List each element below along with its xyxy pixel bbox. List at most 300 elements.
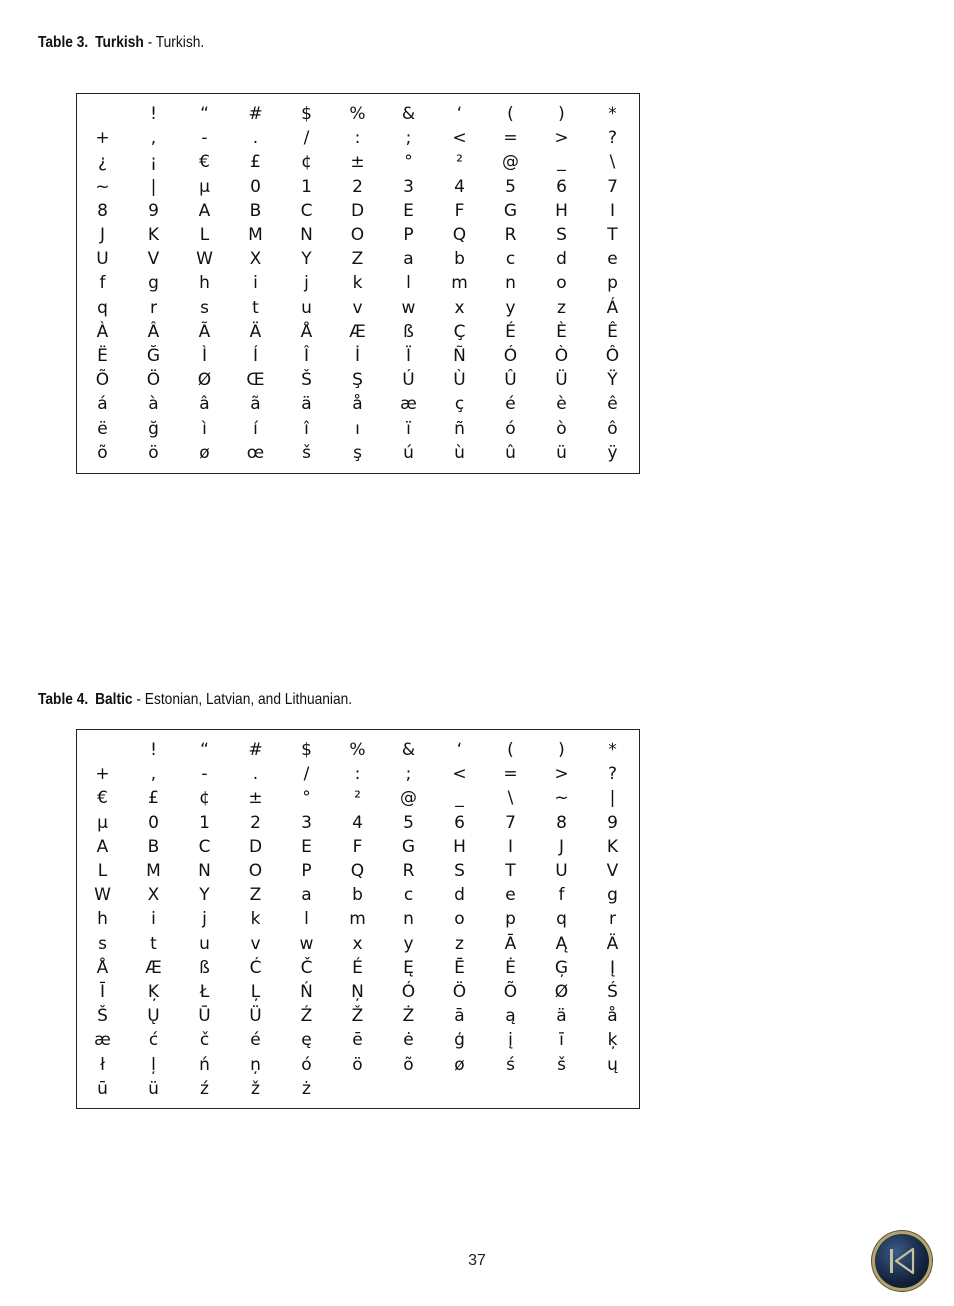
character-cell: < [452, 764, 467, 785]
character-cell: @ [502, 152, 519, 173]
character-cell: ā [454, 1006, 465, 1027]
character-cell: O [248, 861, 263, 882]
character-cell: I [609, 200, 615, 221]
character-cell: g [148, 273, 159, 294]
character-cell: Č [300, 957, 313, 978]
character-cell: Ú [402, 370, 415, 391]
table-row [77, 223, 639, 247]
table3-grid [77, 102, 639, 465]
character-cell: į [508, 1030, 513, 1051]
character-cell: ? [607, 764, 618, 785]
character-cell: $ [301, 740, 312, 761]
character-cell: Q [452, 225, 467, 246]
character-cell: z [557, 297, 566, 318]
character-cell: ± [248, 788, 263, 809]
character-cell: - [201, 128, 208, 149]
character-cell: c [403, 885, 414, 906]
character-cell: h [97, 909, 108, 930]
character-cell: À [96, 321, 109, 342]
character-cell: ļ [151, 1054, 156, 1075]
character-cell: ğ [148, 418, 159, 439]
character-cell: b [352, 885, 363, 906]
character-cell: 3 [301, 812, 312, 833]
character-cell: G [401, 836, 416, 857]
character-cell: + [95, 128, 110, 149]
table-row [77, 811, 639, 835]
character-cell: œ [246, 442, 265, 463]
character-cell: Ļ [250, 981, 261, 1002]
character-cell: t [150, 933, 157, 954]
character-cell: é [505, 394, 516, 415]
character-cell: Á [606, 297, 619, 318]
character-cell: \ [609, 152, 616, 173]
table-row [77, 392, 639, 416]
character-cell: > [554, 764, 569, 785]
character-cell: İ [354, 345, 360, 366]
character-cell: Æ [349, 321, 366, 342]
table4-character-table [76, 729, 640, 1109]
character-cell: k [250, 909, 261, 930]
character-cell: i [253, 273, 258, 294]
character-cell: _ [455, 788, 464, 809]
character-cell: š [557, 1054, 566, 1075]
table-row [77, 441, 639, 465]
character-cell: 2 [352, 176, 363, 197]
character-cell: á [97, 394, 108, 415]
character-cell: Â [147, 321, 160, 342]
character-cell: ñ [454, 418, 465, 439]
character-cell: h [199, 273, 210, 294]
character-cell: 9 [148, 200, 159, 221]
character-cell: 7 [607, 176, 618, 197]
table3-character-table [76, 93, 640, 474]
character-cell: ¿ [97, 152, 108, 173]
character-cell: ? [607, 128, 618, 149]
character-cell: 7 [505, 812, 516, 833]
character-cell: O [350, 225, 365, 246]
character-cell: Ö [452, 981, 467, 1002]
character-cell: ü [148, 1078, 159, 1099]
character-cell: r [609, 909, 616, 930]
character-cell: T [607, 225, 618, 246]
character-cell: Ö [146, 370, 161, 391]
table4-label: Table 4. [38, 691, 89, 708]
character-cell: % [349, 740, 366, 761]
character-cell: Ğ [146, 345, 161, 366]
character-cell: ¡ [150, 152, 157, 173]
table-row [77, 1004, 639, 1028]
character-cell: Æ [145, 957, 162, 978]
table3-description: - Turkish. [143, 34, 205, 51]
back-button[interactable] [872, 1231, 932, 1291]
character-cell: 6 [454, 812, 465, 833]
character-cell: % [349, 104, 366, 125]
character-cell: T [505, 861, 516, 882]
character-cell: č [199, 1030, 210, 1051]
character-cell: n [505, 273, 516, 294]
character-cell: Ä [606, 933, 619, 954]
character-cell: £ [148, 788, 159, 809]
character-cell: m [451, 273, 468, 294]
character-cell: æ [94, 1030, 111, 1051]
character-cell: è [556, 394, 567, 415]
skip-back-icon [887, 1245, 917, 1277]
character-cell: o [454, 909, 465, 930]
character-cell: ń [199, 1054, 210, 1075]
character-cell: ‘ [456, 104, 463, 125]
table-row [77, 126, 639, 150]
character-cell: 5 [403, 812, 414, 833]
character-cell: 5 [505, 176, 516, 197]
character-cell: v [352, 297, 363, 318]
character-cell: L [97, 861, 108, 882]
character-cell: Ì [201, 345, 207, 366]
table-row [77, 271, 639, 295]
character-cell: . [252, 764, 259, 785]
character-cell: < [452, 128, 467, 149]
character-cell: q [556, 909, 567, 930]
character-cell: Y [199, 885, 210, 906]
character-cell: : [354, 128, 361, 149]
character-cell: Û [504, 370, 517, 391]
character-cell: + [95, 764, 110, 785]
table-row [77, 416, 639, 440]
character-cell: ù [454, 442, 465, 463]
character-cell: ė [403, 1030, 414, 1051]
character-cell: ş [353, 442, 362, 463]
character-cell: H [555, 200, 568, 221]
character-cell: $ [301, 104, 312, 125]
character-cell: ķ [607, 1030, 618, 1051]
character-cell: f [99, 273, 106, 294]
character-cell: õ [403, 1054, 414, 1075]
character-cell: , [150, 128, 157, 149]
character-cell: U [555, 861, 568, 882]
character-cell: k [352, 273, 363, 294]
table3-name: Turkish [95, 34, 144, 51]
character-cell: ø [454, 1054, 465, 1075]
character-cell: > [554, 128, 569, 149]
character-cell: a [403, 249, 414, 270]
character-cell: u [301, 297, 312, 318]
character-cell: ż [302, 1078, 311, 1099]
character-cell: Ã [198, 321, 211, 342]
character-cell: X [147, 885, 160, 906]
character-cell: É [352, 957, 363, 978]
table3-label: Table 3. [38, 34, 89, 51]
character-cell: ä [301, 394, 312, 415]
character-cell: D [248, 836, 263, 857]
character-cell: e [505, 885, 516, 906]
character-cell: µ [199, 176, 210, 197]
table-row [77, 835, 639, 859]
character-cell: î [304, 418, 309, 439]
character-cell: ó [505, 418, 516, 439]
character-cell: # [248, 104, 263, 125]
table-row [77, 1052, 639, 1076]
character-cell: å [607, 1006, 618, 1027]
character-cell: Ź [300, 1006, 313, 1027]
character-cell: ì [202, 418, 207, 439]
character-cell: ~ [554, 788, 569, 809]
character-cell: S [556, 225, 567, 246]
character-cell: t [252, 297, 259, 318]
character-cell: l [406, 273, 411, 294]
character-cell: n [403, 909, 414, 930]
character-cell: Ÿ [607, 370, 618, 391]
character-cell: È [556, 321, 567, 342]
character-cell: ž [251, 1078, 260, 1099]
character-cell: Ş [352, 370, 363, 391]
character-cell: Ø [197, 370, 212, 391]
character-cell: z [455, 933, 464, 954]
table-row [77, 883, 639, 907]
table-row [77, 762, 639, 786]
character-cell: r [150, 297, 157, 318]
character-cell: A [96, 836, 109, 857]
character-cell: @ [400, 788, 417, 809]
table-row [77, 907, 639, 931]
character-cell: £ [250, 152, 261, 173]
character-cell: * [608, 104, 617, 125]
character-cell: ö [148, 442, 159, 463]
character-cell: â [199, 394, 210, 415]
character-cell: Ģ [554, 957, 569, 978]
character-cell: = [503, 128, 518, 149]
character-cell: ć [148, 1030, 159, 1051]
character-cell: F [454, 200, 465, 221]
character-cell: . [252, 128, 259, 149]
table-row [77, 247, 639, 271]
character-cell: y [403, 933, 414, 954]
character-cell: š [302, 442, 311, 463]
character-cell: ņ [250, 1054, 261, 1075]
character-cell: * [608, 740, 617, 761]
character-cell: ÿ [607, 442, 618, 463]
character-cell: ł [100, 1054, 105, 1075]
character-cell: Q [350, 861, 365, 882]
character-cell: P [403, 225, 414, 246]
character-cell: Z [249, 885, 262, 906]
character-cell: ø [199, 442, 210, 463]
character-cell: é [250, 1030, 261, 1051]
character-cell: H [453, 836, 466, 857]
character-cell: & [401, 740, 416, 761]
character-cell: ö [352, 1054, 363, 1075]
character-cell: E [301, 836, 312, 857]
table-row [77, 102, 639, 126]
character-cell: Å [96, 957, 109, 978]
character-cell: j [202, 909, 207, 930]
character-cell: 0 [148, 812, 159, 833]
character-cell: x [352, 933, 363, 954]
character-cell: ( [507, 740, 514, 761]
character-cell: Y [301, 249, 312, 270]
character-cell: ą [505, 1006, 516, 1027]
character-cell: V [606, 861, 619, 882]
character-cell: D [350, 200, 365, 221]
character-cell: d [454, 885, 465, 906]
character-cell: Z [351, 249, 364, 270]
character-cell: Š [97, 1006, 108, 1027]
character-cell: M [248, 225, 263, 246]
table-row [77, 344, 639, 368]
character-cell: € [97, 788, 108, 809]
character-cell: ! [150, 104, 157, 125]
character-cell: 0 [250, 176, 261, 197]
character-cell: p [505, 909, 516, 930]
character-cell: Ò [554, 345, 569, 366]
character-cell: ä [556, 1006, 567, 1027]
character-cell: ã [250, 394, 261, 415]
character-cell: Ė [505, 957, 516, 978]
character-cell: p [607, 273, 618, 294]
character-cell: ± [350, 152, 365, 173]
character-cell: Ū [198, 1006, 211, 1027]
character-cell: : [354, 764, 361, 785]
character-cell: ú [403, 442, 414, 463]
character-cell: ê [607, 394, 618, 415]
character-cell: ; [405, 764, 412, 785]
character-cell: B [249, 200, 262, 221]
character-cell: W [196, 249, 213, 270]
character-cell: s [200, 297, 209, 318]
character-cell: € [199, 152, 210, 173]
character-cell: ī [559, 1030, 564, 1051]
table-row [77, 296, 639, 320]
character-cell: 8 [97, 200, 108, 221]
character-cell: s [98, 933, 107, 954]
character-cell: Õ [503, 981, 518, 1002]
character-cell: 3 [403, 176, 414, 197]
character-cell: Ā [504, 933, 517, 954]
character-cell: ! [150, 740, 157, 761]
character-cell: ; [405, 128, 412, 149]
character-cell: Ų [147, 1006, 160, 1027]
character-cell: ë [97, 418, 108, 439]
character-cell: b [454, 249, 465, 270]
character-cell: õ [97, 442, 108, 463]
character-cell: S [454, 861, 465, 882]
character-cell: Ç [453, 321, 466, 342]
character-cell: M [146, 861, 161, 882]
character-cell: | [150, 176, 157, 197]
character-cell: Ł [199, 981, 210, 1002]
character-cell: ² [354, 788, 361, 809]
character-cell: ° [302, 788, 311, 809]
character-cell: U [96, 249, 109, 270]
character-cell: a [301, 885, 312, 906]
character-cell: J [99, 225, 105, 246]
character-cell: ų [607, 1054, 618, 1075]
table-row [77, 175, 639, 199]
character-cell: Š [301, 370, 312, 391]
character-cell: ò [556, 418, 567, 439]
character-cell: B [147, 836, 160, 857]
character-cell: Ï [405, 345, 411, 366]
character-cell: æ [400, 394, 417, 415]
character-cell: 4 [352, 812, 363, 833]
character-cell: X [249, 249, 262, 270]
character-cell: 1 [301, 176, 312, 197]
character-cell: Õ [95, 370, 110, 391]
character-cell: Ó [401, 981, 416, 1002]
character-cell: A [198, 200, 211, 221]
character-cell: Ü [249, 1006, 262, 1027]
character-cell: o [556, 273, 567, 294]
character-cell: Ņ [351, 981, 364, 1002]
character-cell: 4 [454, 176, 465, 197]
character-cell: å [352, 394, 363, 415]
character-cell: ( [507, 104, 514, 125]
character-cell: w [299, 933, 314, 954]
table-row [77, 786, 639, 810]
character-cell: 1 [199, 812, 210, 833]
character-cell: ś [506, 1054, 515, 1075]
table4-caption [38, 691, 352, 709]
character-cell: Ī [99, 981, 105, 1002]
character-cell: 9 [607, 812, 618, 833]
character-cell: N [300, 225, 313, 246]
table-row [77, 199, 639, 223]
character-cell: Ø [554, 981, 569, 1002]
character-cell: ² [456, 152, 463, 173]
character-cell: w [401, 297, 416, 318]
character-cell: ) [558, 104, 565, 125]
character-cell: “ [200, 104, 209, 125]
character-cell: m [349, 909, 366, 930]
character-cell: g [607, 885, 618, 906]
character-cell: Ê [607, 321, 618, 342]
table-row [77, 1077, 639, 1101]
character-cell: q [97, 297, 108, 318]
table-row [77, 859, 639, 883]
character-cell: í [253, 418, 258, 439]
character-cell: R [402, 861, 415, 882]
character-cell: Œ [246, 370, 265, 391]
character-cell: y [505, 297, 516, 318]
character-cell: Ć [249, 957, 262, 978]
character-cell: E [403, 200, 414, 221]
character-cell: ź [200, 1078, 209, 1099]
character-cell: µ [97, 812, 108, 833]
character-cell: ę [301, 1030, 312, 1051]
table-row [77, 1028, 639, 1052]
character-cell: C [198, 836, 211, 857]
character-cell: ‘ [456, 740, 463, 761]
character-cell: N [198, 861, 211, 882]
character-cell: Î [303, 345, 309, 366]
character-cell: K [147, 225, 160, 246]
page-number: 37 [468, 1252, 486, 1269]
character-cell: É [505, 321, 516, 342]
character-cell: & [401, 104, 416, 125]
character-cell: v [250, 933, 261, 954]
character-cell: l [304, 909, 309, 930]
character-cell: e [607, 249, 618, 270]
table-row [77, 932, 639, 956]
table-row [77, 150, 639, 174]
character-cell: - [201, 764, 208, 785]
character-cell: i [151, 909, 156, 930]
character-cell: G [503, 200, 518, 221]
character-cell: Ń [300, 981, 313, 1002]
table3-caption [38, 34, 204, 52]
character-cell: ô [607, 418, 618, 439]
character-cell: û [505, 442, 516, 463]
character-cell: Ż [402, 1006, 415, 1027]
character-cell: Å [300, 321, 313, 342]
